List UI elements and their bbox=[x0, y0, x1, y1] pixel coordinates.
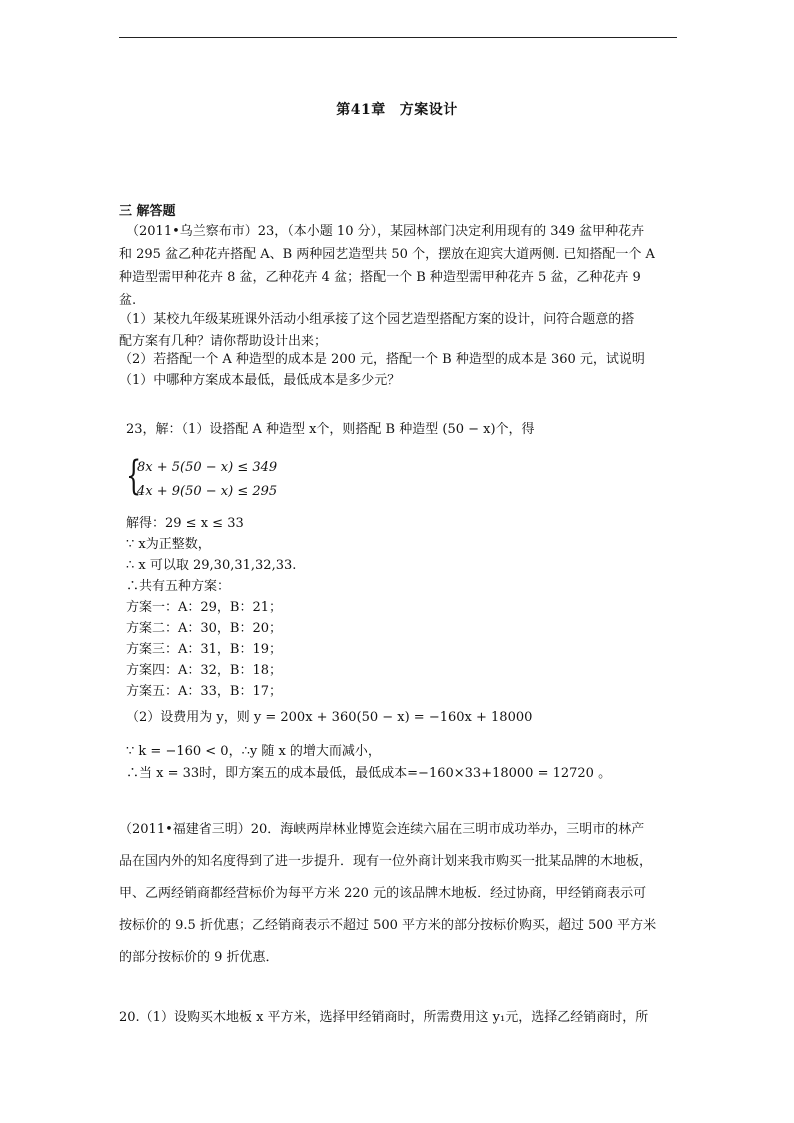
plan-line: 方案二：A：30，B：20； bbox=[126, 621, 283, 636]
header-rule bbox=[119, 37, 677, 38]
solution1-part2: （2）设费用为 y，则 y = 200x + 360(50 − x) = −160x + 18000 bbox=[126, 710, 533, 725]
solution1-since: ∵ k = −160 < 0，∴y 随 x 的增大而减小， bbox=[126, 744, 381, 759]
chapter-topic: 方案设计 bbox=[399, 102, 458, 118]
plan-line: 方案一：A：29，B：21； bbox=[126, 600, 283, 615]
inequality-1: 8x + 5(50 − x) ≤ 349 bbox=[137, 460, 278, 475]
section-heading: 三 解答题 bbox=[119, 204, 176, 219]
problem1-line: 和 295 盆乙种花卉搭配 A、B 两种园艺造型共 50 个，摆放在迎宾大道两侧. 已知搭配一个 A bbox=[119, 247, 655, 262]
problem2-line: 甲、乙两经销商都经营标价为每平方米 220 元的该品牌木地板．经过协商，甲经销商表示可 bbox=[119, 886, 647, 901]
problem2-line: 按标价的 9.5 折优惠；乙经销商表示不超过 500 平方米的部分按标价购买，超过 500 平方米 bbox=[119, 918, 657, 933]
problem1-line: （1）某校九年级某班课外活动小组承接了这个园艺造型搭配方案的设计，问符合题意的搭 bbox=[119, 312, 635, 327]
problem2-line: （2011•福建省三明）20．海峡两岸林业博览会连续六届在三明市成功举办，三明市的林产 bbox=[119, 822, 645, 837]
solution1-line: ∵ x为正整数， bbox=[126, 537, 211, 552]
solution1-intro: 23，解：（1）设搭配 A 种造型 x个，则搭配 B 种造型 (50 − x)个，得 bbox=[126, 422, 535, 437]
problem1-line: 配方案有几种？请你帮助设计出来； bbox=[119, 334, 328, 349]
problem1-line: 盆. bbox=[119, 293, 137, 308]
plan-line: 方案三：A：31，B：19； bbox=[126, 642, 283, 657]
chapter-label: 第41章 bbox=[336, 102, 386, 118]
system-brace: { bbox=[126, 453, 142, 499]
problem1-line: （2011•乌兰察布市）23，（本小题 10 分），某园林部门决定利用现有的 349 盆甲种花卉 bbox=[126, 224, 645, 239]
problem2-line: 的部分按标价的 9 折优惠． bbox=[119, 950, 279, 965]
problem1-line: 种造型需甲种花卉 8 盆，乙种花卉 4 盆；搭配一个 B 种造型需甲种花卉 5 盆，乙种花卉 9 bbox=[119, 270, 641, 285]
solution1-conclusion: ∴当 x = 33时，即方案五的成本最低，最低成本=−160×33+18000 = 12720 。 bbox=[126, 766, 612, 781]
problem2-line: 品在国内外的知名度得到了进一步提升．现有一位外商计划来我市购买一批某品牌的木地板， bbox=[119, 854, 653, 869]
solution1-line: ∴共有五种方案： bbox=[126, 579, 231, 594]
solution2-line: 20.（1）设购买木地板 x 平方米，选择甲经销商时，所需费用这 y₁元，选择乙经销商时，所 bbox=[119, 1010, 649, 1025]
problem1-line: （1）中哪种方案成本最低，最低成本是多少元？ bbox=[119, 373, 401, 388]
plan-line: 方案四：A：32，B：18； bbox=[126, 663, 283, 678]
solution1-line: ∴ x 可以取 29,30,31,32,33. bbox=[126, 558, 297, 573]
plan-line: 方案五：A：33，B：17； bbox=[126, 684, 283, 699]
solution1-line: 解得：29 ≤ x ≤ 33 bbox=[126, 516, 244, 531]
page-title bbox=[0, 99, 794, 119]
problem1-line: （2）若搭配一个 A 种造型的成本是 200 元，搭配一个 B 种造型的成本是 360 元，试说明 bbox=[119, 352, 645, 367]
inequality-2: 4x + 9(50 − x) ≤ 295 bbox=[137, 484, 278, 499]
